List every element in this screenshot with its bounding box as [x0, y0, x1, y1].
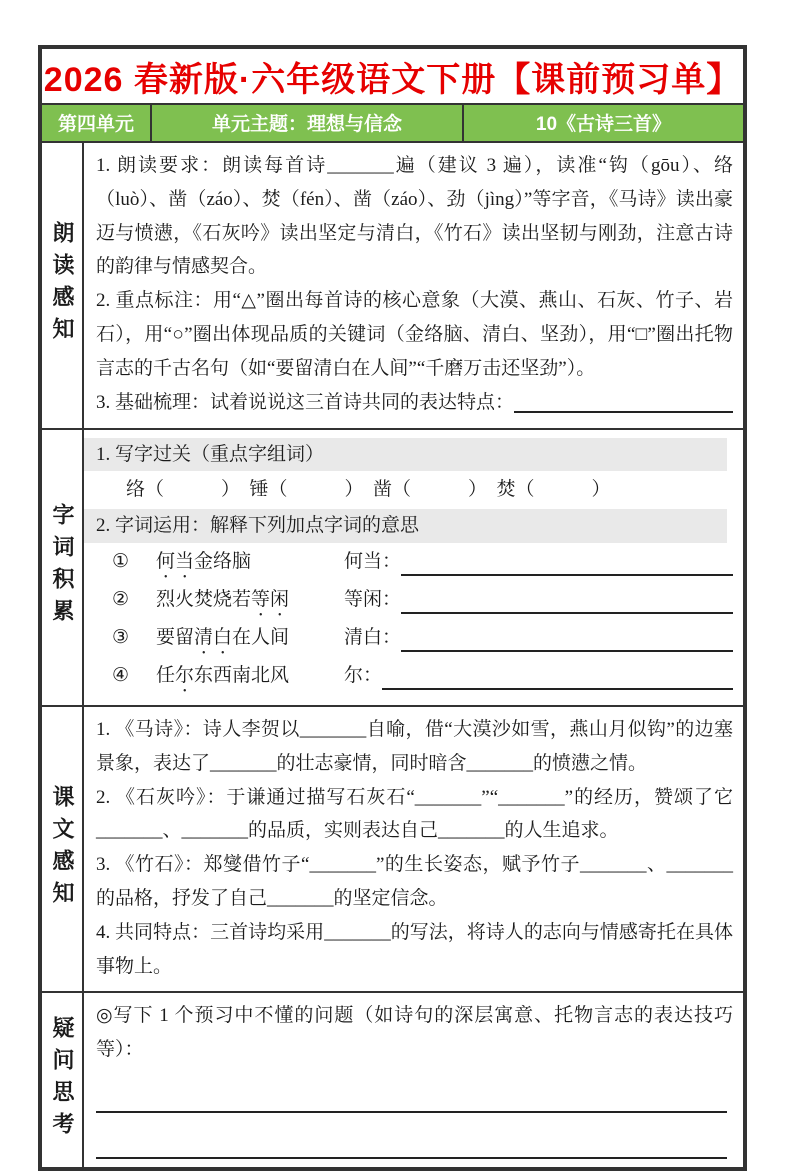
word-item-1-term: 何当： — [344, 550, 402, 572]
section-words-label-cell — [42, 430, 84, 705]
word-item-2-number: ② — [112, 588, 130, 610]
text-item-1: 1. 《马诗》：诗人李贺以_______自喻，借“大漠沙如雪，燕山月似钩”的边塞景象，表达了_______的壮志豪情，同时暗含_______的愤懑之情。 — [96, 718, 733, 774]
phrase-dotted: 等闲 — [251, 588, 290, 610]
text-item-2: 2. 《石灰吟》：于谦通过描写石灰石“_______”“_______”的经历，赞颂了它_______、_______的品质，实则表达自己_______的人生追求。 — [96, 786, 733, 842]
word-item-1-number: ① — [112, 550, 130, 572]
phrase-dotted: 尔 — [175, 664, 195, 686]
lesson-title: 10《古诗三首》 — [535, 114, 672, 135]
reading-item-3-text: 3. 基础梳理：试着说说这三首诗共同的表达特点： — [96, 391, 515, 413]
word-item-4-number: ④ — [112, 664, 130, 686]
section-reading-content — [84, 143, 743, 428]
word-item-3-phrase — [156, 621, 344, 659]
section-text-label-cell — [42, 707, 84, 992]
phrase-after: 在人间 — [232, 626, 290, 648]
section-question-label: 疑问思考 — [50, 1016, 75, 1145]
section-reading-label-cell — [42, 143, 84, 428]
word-item-1-phrase — [156, 545, 344, 583]
question-prompt: ◎写下 1 个预习中不懂的问题（如诗句的深层寓意、托物言志的表达技巧等）： — [96, 1005, 733, 1061]
phrase-dotted: 清白 — [194, 626, 233, 648]
phrase-dotted: 何当 — [156, 550, 195, 572]
section-reading — [42, 143, 743, 430]
unit-theme: 单元主题：理想与信念 — [152, 105, 464, 141]
blank-line — [401, 593, 733, 614]
answer-line-1 — [96, 1111, 727, 1113]
words-q1-line: 络（ ） 锤（ ） 凿（ ） 焚（ ） — [126, 479, 611, 501]
word-item-2 — [96, 583, 733, 621]
word-item-2-term: 等闲： — [344, 588, 402, 610]
phrase-before: 任 — [156, 664, 176, 686]
word-item-3 — [96, 621, 733, 659]
text-item-4: 4. 共同特点：三首诗均采用_______的写法，将诗人的志向与情感寄托在具体事物上。 — [96, 921, 733, 977]
phrase-after: 金络脑 — [194, 550, 252, 572]
section-question-content — [84, 993, 743, 1167]
page-title: 2026 春新版·六年级语文下册【课前预习单】 — [43, 60, 742, 99]
word-item-3-term: 清白： — [344, 626, 402, 648]
word-item-1 — [96, 545, 733, 583]
unit-number: 第四单元 — [42, 105, 152, 141]
section-words-label: 字词积累 — [50, 503, 75, 632]
reading-item-1: 1. 朗读要求：朗读每首诗_______遍（建议 3 遍），读准“钩（gōu）、络（luò）、凿（záo）、焚（fén）、凿（záo）、劲（jìng）”等字音，《马诗》读出豪迈与愤懑，《石灰吟》读出坚定与清白，《竹石》读出坚韧与刚劲，注意古诗的韵律与情感契合。 — [96, 155, 733, 278]
blank-line — [401, 555, 733, 576]
word-item-4-term: 尔： — [344, 664, 383, 686]
worksheet — [38, 45, 747, 1171]
section-text-label: 课文感知 — [50, 785, 75, 914]
word-item-4-phrase — [156, 659, 344, 697]
section-text — [42, 707, 743, 994]
section-question — [42, 993, 743, 1167]
words-q1-title: 1. 写字过关（重点字组词） — [84, 438, 727, 472]
blank-line — [382, 669, 733, 690]
blank-line — [514, 392, 733, 413]
word-item-2-phrase — [156, 583, 344, 621]
section-reading-label: 朗读感知 — [50, 221, 75, 350]
title-row — [42, 49, 743, 105]
phrase-after: 东西南北风 — [194, 664, 290, 686]
word-item-3-number: ③ — [112, 626, 130, 648]
reading-item-3 — [96, 386, 733, 420]
reading-item-2: 2. 重点标注：用“△”圈出每首诗的核心意象（大漠、燕山、石灰、竹子、岩石），用“○”圈出体现品质的关键词（金络脑、清白、坚劲），用“□”圈出托物言志的千古名句（如“要留清白在人间”“千磨万击还坚劲”）。 — [96, 290, 733, 379]
section-question-label-cell — [42, 993, 84, 1167]
word-item-4 — [96, 659, 733, 697]
unit-header — [42, 105, 743, 143]
phrase-before: 要留 — [156, 626, 195, 648]
text-item-3: 3. 《竹石》：郑燮借竹子“_______”的生长姿态，赋予竹子_______、_______的品格，抒发了自己_______的坚定信念。 — [96, 854, 733, 909]
blank-line — [401, 631, 733, 652]
section-words-content — [84, 430, 743, 705]
answer-line-2 — [96, 1157, 727, 1159]
section-text-content — [84, 707, 743, 992]
phrase-before: 烈火焚烧若 — [156, 588, 252, 610]
words-q2-title: 2. 字词运用：解释下列加点字词的意思 — [84, 509, 727, 543]
section-words — [42, 430, 743, 707]
